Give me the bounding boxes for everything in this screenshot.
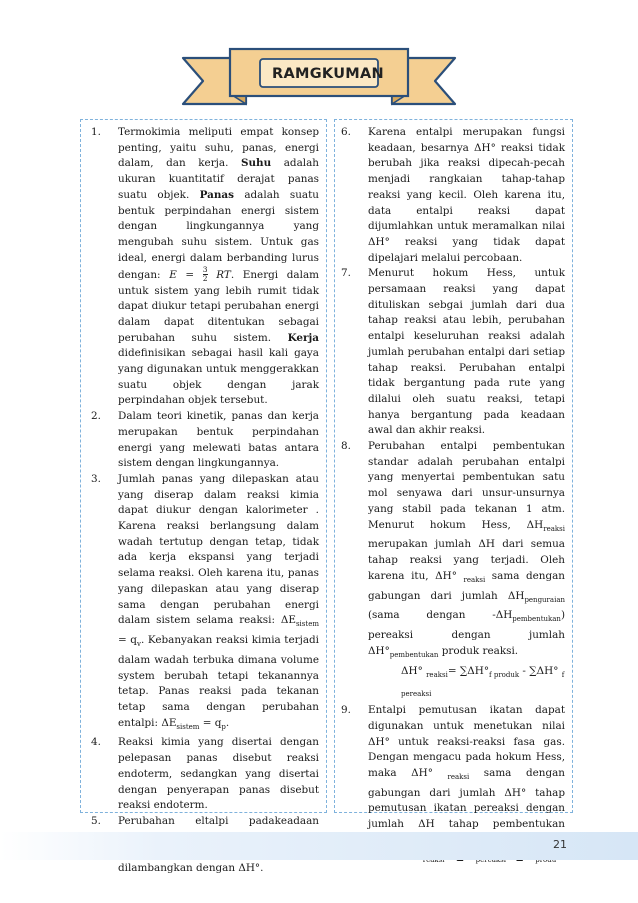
item-text: Perubahan eltalpi padakeadaan dilambangkan dengan ΔH°. — [118, 814, 319, 875]
summary-item — [341, 439, 565, 703]
summary-item — [341, 125, 565, 266]
item-number: 9. — [341, 704, 351, 717]
item-number: 4. — [91, 736, 101, 749]
item-text: Reaksi kimia yang disertai dengan pelepasan panas disebut reaksi endoterm, sedangkan yang disertai dengan penyerapan panas disebut reaksi endoterm. — [118, 736, 319, 812]
summary-list-left — [91, 125, 319, 877]
banner-title: RAMGKUMAN — [272, 66, 384, 82]
summary-item — [91, 125, 319, 409]
item-text: Jumlah panas yang dilepaskan atau yang diserap dalam reaksi kimia dapat diukur dengan kalorimeter . Karena reaksi berlangsung dalam wadah tertutup dengan tetap, tidak ada kerja ekspansi yang terjadi selama reaksi. Oleh karena itu, panas yang dilepaskan atau yang diserap sama dengan perubahan energi dalam sistem selama reaksi: $\Delta E_{sistem} = q_v$. Kebanyakan reaksi kimia terjadi dalam wadah terbuka dimana volume system berubah tetapi tekanannya tetap. Panas reaksi pada tekanan tetap sama dengan perubahan entalpi: $\Delta E_{sistem} = q_p$. — [118, 472, 319, 731]
summary-item — [91, 409, 319, 472]
item-text: Dalam teori kinetik, panas dan kerja merupakan bentuk perpindahan energi yang melewati batas antara sistem dengan lingkungannya. — [118, 410, 319, 470]
summary-item — [91, 735, 319, 814]
item-number: 3. — [91, 472, 101, 485]
item-text: Menurut hokum Hess, untuk persamaan reaksi yang dapat dituliskan sebgai jumlah dari dua tahap reaksi atau lebih, perubahan entalpi keseluruhan reaksi adalah jumlah perubahan entalpi dari setiap tahap reaksi. Perubahan entalpi tidak bergantung pada rute yang dilalui oleh suatu reaksi, tetapi hanya bergantung pada keadaan awal dan akhir reaksi. — [368, 267, 565, 437]
item-number: 5. — [91, 814, 101, 827]
banner-ribbon — [0, 0, 638, 130]
page-number: 21 — [553, 838, 567, 851]
item-text: Entalpi pemutusan ikatan dapat digunakan untuk menetukan nilai ΔH° untuk reaksi-reaksi fasa gas. Dengan mengacu pada hokum Hess, maka ΔH° $_{reaksi}$ sama dengan gabungan dari jumlah ΔH° tahap pemutusan ikatan pereaksi dengan jumlah ΔH tahap pembentukan — [368, 704, 565, 831]
item-number: 2. — [91, 410, 101, 423]
item-text: Perubahan entalpi pembentukan standar adalah perubahan entalpi yang menyertai pembentukan satu mol senyawa dari unsur-unsurnya yang stabil pada tekanan 1 atm. Menurut hokum Hess, $\Delta H_{reaksi}$ merupakan jumlah ΔH dari semua tahap reaksi yang terjadi. Oleh karena itu, ΔH° $_{reaksi}$ sama dengan gabungan dari jumlah $\Delta H_{penguraian}$ (sama dengan $-\Delta H_{pembentukan}$) pereaksi dengan jumlah $\Delta H^\circ_{pembentukan}$ produk reaksi. ΔH° $_{reaksi}= \sum\Delta H^\circ_{f produk} - \sum\Delta H^\circ$ $_{f pereaksi}$ — [368, 440, 565, 699]
summary-list-right — [341, 125, 565, 868]
item-number: 8. — [341, 440, 351, 453]
summary-item — [91, 472, 319, 735]
item-text: Karena entalpi merupakan fungsi keadaan, besarnya ΔH° reaksi tidak berubah jika reaksi dipecah-pecah menjadi rangkaian tahap-tahap reaksi yang kecil. Oleh karena itu, data entalpi reaksi dapat dijumlahkan untuk meramalkan nilai ΔH° reaksi yang tidak dapat dipelajari melalui percobaan. — [368, 126, 565, 264]
item-number: 7. — [341, 267, 351, 280]
footer-bar — [0, 832, 638, 860]
item-number: 1. — [91, 126, 101, 138]
item-number: 6. — [341, 126, 351, 138]
item-text: Termokimia meliputi empat konsep penting, yaitu suhu, panas, energi dalam, dan kerja. Suhu adalah ukuran kuantitatif derajat panas suatu objek. Panas adalah suatu bentuk perpindahan energi sistem dengan lingkungannya yang mengubah suhu sistem. Untuk gas ideal, energi dalam berbanding lurus dengan: E = $\frac{3}{2}$ RT. Energi dalam untuk sistem yang lebih rumit tidak dapat diukur tetapi perubahan energi dalam dapat ditentukan sebagai perubahan suhu sistem. Kerja didefinisikan sebagai hasil kali gaya yang digunakan untuk menggerakkan suatu objek dengan jarak perpindahan objek tersebut. — [118, 126, 319, 407]
summary-item — [341, 266, 565, 439]
